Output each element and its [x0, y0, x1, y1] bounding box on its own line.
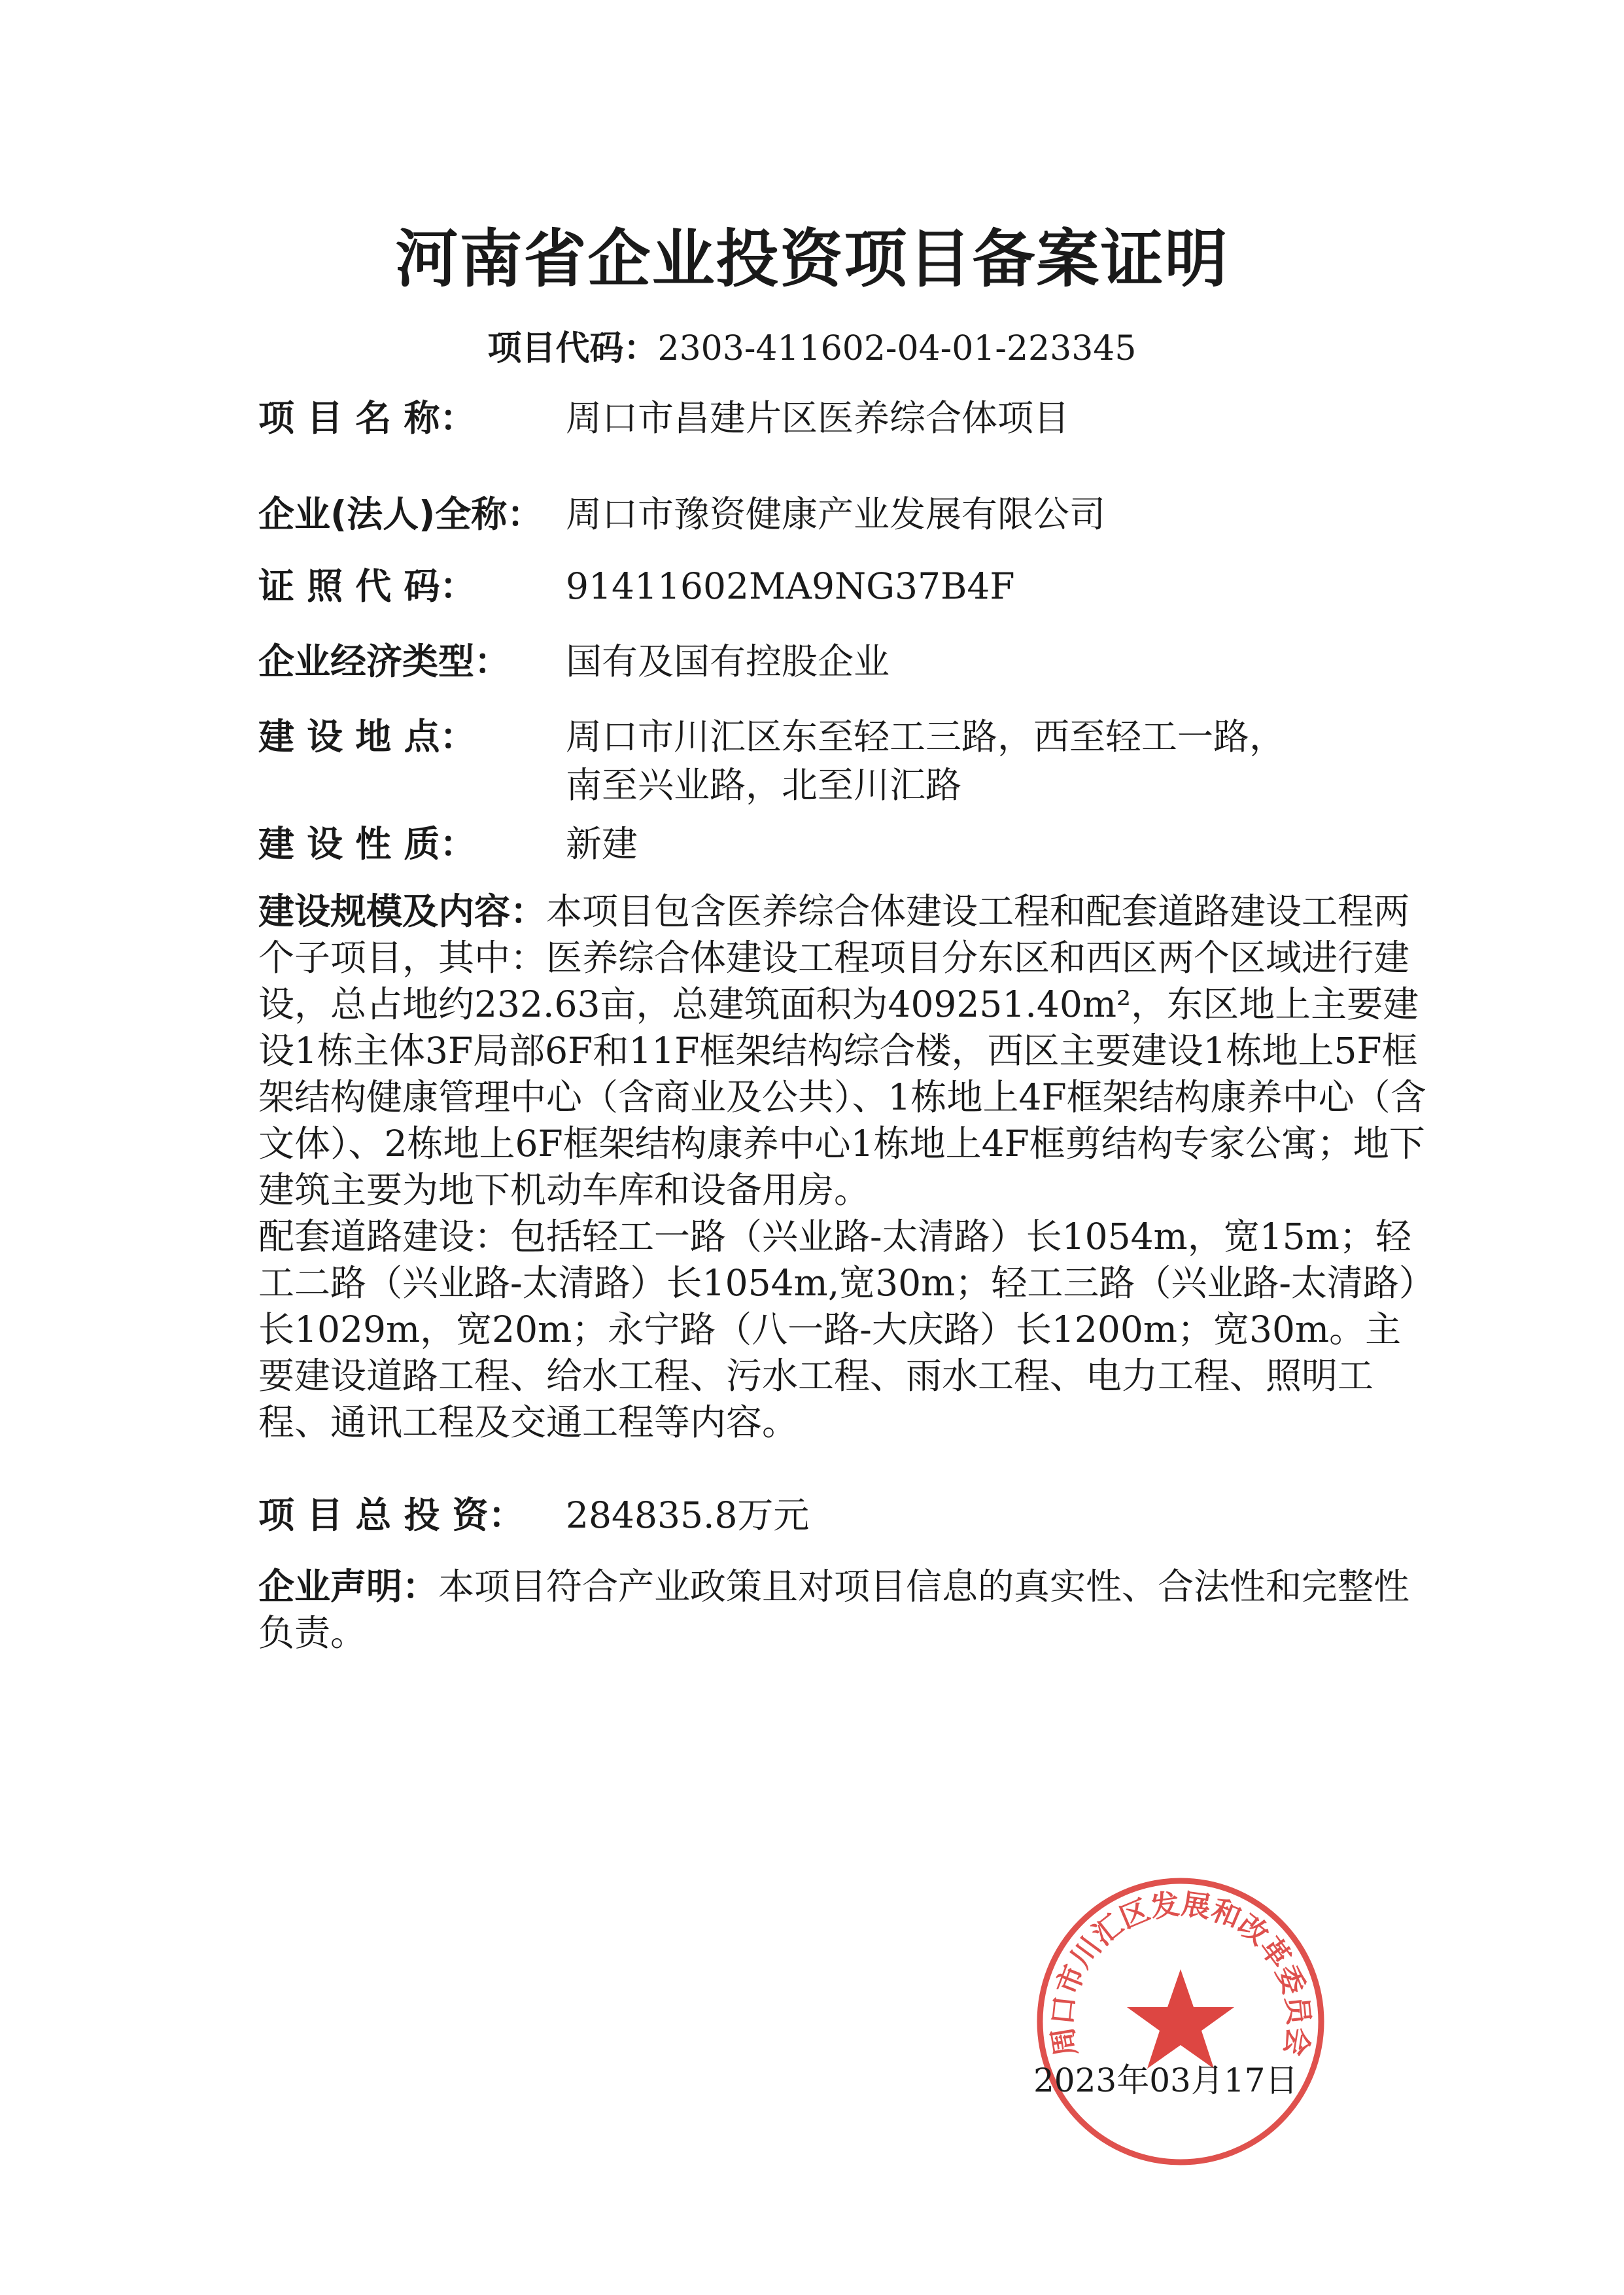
- license-code-row: [258, 563, 1015, 610]
- scale-text: 本项目包含医养综合体建设工程和配套道路建设工程两个子项目，其中：医养综合体建设工程项目分东区和西区两个区域进行建设，总占地约232.63亩，总建筑面积为409251.40m²，东区地上主要建设1栋主体3F局部6F和11F框架结构综合楼，西区主要建设1栋地上5F框架结构健康管理中心（含商业及公共）、1栋地上4F框架结构康养中心（含文体）、2栋地上6F框架结构康养中心1栋地上4F框剪结构专家公寓；地下建筑主要为地下机动车库和设备用房。: [258, 890, 1426, 1211]
- license-code-label: 证 照 代 码：: [258, 565, 476, 607]
- nature-value: 新建: [566, 823, 638, 865]
- document-title: 河南省企业投资项目备案证明: [395, 222, 1229, 296]
- seal-text: 周口市川汇区发展和改革委员会: [1045, 1887, 1316, 2059]
- company-name-row: [258, 491, 1105, 538]
- road-text: 配套道路建设：包括轻工一路（兴业路-太清路）长1054m，宽15m；轻工二路（兴业路-太清路）长1054m,宽30m；轻工三路（兴业路-太清路）长1029m，宽20m；永宁路（八一路-大庆路）长1200m；宽30m。主要建设道路工程、给水工程、污水工程、雨水工程、电力工程、照明工程、通讯工程及交通工程等内容。: [258, 1216, 1417, 1443]
- project-name-row: [258, 394, 1069, 442]
- project-code-label: 项目代码：: [487, 329, 658, 368]
- scale-label: 建设规模及内容：: [258, 890, 547, 932]
- investment-label: 项 目 总 投 资：: [258, 1494, 525, 1536]
- investment-row: [258, 1492, 809, 1539]
- location-value-line1: 周口市川汇区东至轻工三路，西至轻工一路，: [566, 716, 1286, 758]
- declaration-text: 本项目符合产业政策且对项目信息的真实性、合法性和完整性负责。: [258, 1566, 1410, 1654]
- company-name-value: 周口市豫资健康产业发展有限公司: [566, 493, 1106, 535]
- nature-label: 建 设 性 质：: [258, 823, 476, 865]
- economic-type-value: 国有及国有控股企业: [566, 640, 890, 682]
- project-code-value: 2303-411602-04-01-223345: [657, 329, 1137, 368]
- location-value-line2: 南至兴业路，北至川汇路: [566, 764, 962, 806]
- project-code: [0, 321, 1624, 370]
- nature-row: [258, 820, 638, 867]
- issue-date: 2023年03月17日: [1033, 2061, 1298, 2099]
- scale-block: [258, 888, 1429, 1446]
- declaration-label: 企业声明：: [258, 1566, 439, 1607]
- license-code-value: 91411602MA9NG37B4F: [566, 565, 1015, 607]
- investment-value: 284835.8万元: [566, 1494, 810, 1536]
- declaration-block: [258, 1564, 1423, 1656]
- official-seal: [1030, 1871, 1331, 2172]
- economic-type-label: 企业经济类型：: [258, 640, 511, 682]
- location-label: 建 设 地 点：: [258, 716, 476, 758]
- location-row-2: [566, 762, 961, 809]
- project-name-label: 项 目 名 称：: [258, 397, 476, 439]
- economic-type-row: [258, 638, 890, 685]
- project-name-value: 周口市昌建片区医养综合体项目: [566, 397, 1070, 439]
- location-row: [258, 713, 1285, 760]
- company-name-label: 企业(法人)全称：: [258, 493, 544, 535]
